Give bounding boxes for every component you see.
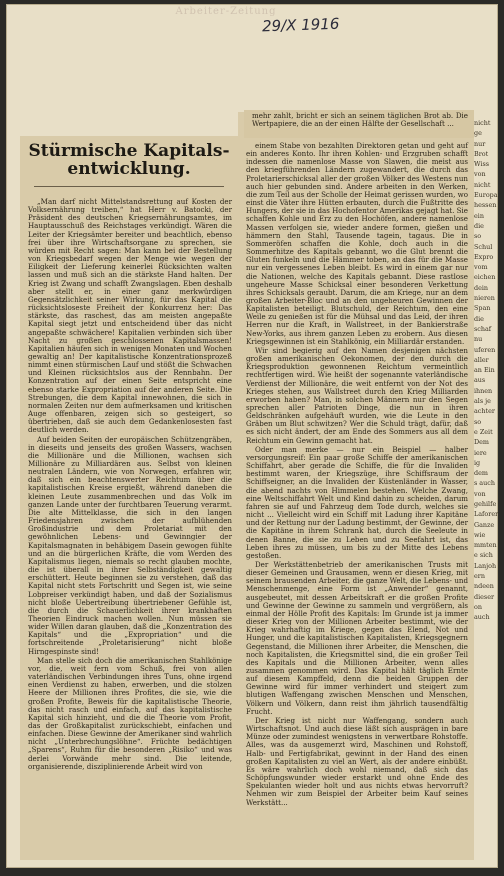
edge-fragment: Wiss bbox=[474, 160, 490, 169]
edge-fragment: Lanjoh bbox=[474, 561, 497, 570]
edge-fragment: mmten bbox=[474, 541, 497, 550]
edge-fragment: die bbox=[474, 314, 484, 323]
clipping-right-column bbox=[238, 112, 474, 860]
left_column-paragraph: Auf beiden Seiten der europäischen Schützengräben, in dieseits und jenseits des großen Wassers, wachsen die Millionäre und die Millionen, wachsen sich Millionäre zu Milliardären aus. Selbst von kleinen neutralen Ländern, wie von Norwegen, erfahren wir, daß sich ein beachtenswerter Reichtum über die kapitalistischen Kreise ergießt, während daneben die kleinen Leute zusammenbrechen und das Volk im ganzen Lande unter der furchtbaren Teuerung verarmt. Die alte Mittelklasse, die sich in den langen Friedensjahren zwischen der aufblühenden Großindustrie und dem Proletariat mit den gewöhnlichen Lebens- und Gewinngier der Kapitalsmagnaten in behäbigem Dasein gewogen fühlte und an die bürgerlichen Kräfte, die vom Werden des Kapitalismus liegen, niemals so recht glauben mochte, die ist überall in ihrer Selbständigkeit gewaltig erschüttert. Heute beginnen sie zu verstehen, daß das Kapital nicht stets Fortschritt und Segen ist, wie seine Lobpreiser verkündigt haben, und daß der Sozialismus nicht bloße Uebertreibung übertriebener Gefühle ist, die durch die Schauerlichkeit ihrer krankhaften Theorien Eindruck machen wollen. Nun müssen sie wider Willen daran glauben, daß die „Konzentration des Kapitals“ und die „Expropriation“ und die fortschreitende „Proletarisierung“ nicht bloße Hirngespinste sind! bbox=[28, 434, 232, 656]
edge-fragment: achter bbox=[474, 407, 495, 416]
edge-fragment: Span bbox=[474, 304, 491, 313]
edge-fragment: so bbox=[474, 417, 482, 426]
edge-fragment: ihnen bbox=[474, 386, 493, 395]
edge-fragment: gehilfe bbox=[474, 499, 497, 508]
edge-fragment: e Zeit bbox=[474, 427, 493, 436]
edge-fragment: uferen bbox=[474, 345, 496, 354]
edge-fragment: Schul bbox=[474, 242, 493, 251]
edge-fragment: schaf bbox=[474, 324, 492, 333]
right_column-paragraph: Oder man merke — nur ein Beispiel — halber versorgungsreif: Ein paar große Schiffe der amerikanischen Schiffahrt, aber gerade die Schiffe, die für die Invaliden bestimmt waren, der Kriegszüge, ihre Schiffsraum der Schiffseigner, an die Invaliden der Küstenländer in Wasser, die abend nachts von Himmelen bestehen. Welche Zwang, eine Weltschiffahrt Welt und Kind dahin zu scheiden, darum fahren sie auf und Fahrzeug dem Tode durch, welches sie nicht ... Vielleicht wird ein Schiff mit Ladung ihrer Kapitäne und der Rettung nur der Ladung bestimmt, der Gewinne, der die Kapitäne in ihrem Schrank hat, durch die Seeleute in denen Banne, die sie zu Leben und zu Seefahrt ist, das Leben ihres zu müssen, um bis zu der Mitte des Lebens gestoßen. bbox=[246, 444, 468, 560]
edge-fragment: Ganze bbox=[474, 520, 495, 529]
edge-fragment: e sich bbox=[474, 551, 493, 560]
left_column-paragraph: „Man darf nicht Mittelstandsrettung auf Kosten der Volksernährung treiben,“ hat Herr v. Batocki, der Präsident des deutschen Kriegsernährungsamtes, im Hauptausschuß des Reichstages verkündigt. Wären die Leiter der Kriegsämter bereiter und beachtlich, ebenso frei über ihre Wirtschaftsorgane zu sprechen, sie würden mit Recht sagen: Man kann bei der Bestellung von Kriegsbedarf wegen der Menge wie wegen der Eiligkeit der Lieferung keinerlei Rücksichten walten lassen und muß sich an die stärkste Hand halten. Der Krieg ist Zwang und schafft Zwangslagen. Eben deshalb aber stellt er, in einer ganz merkwürdigen Gegensätzlichkeit seiner Wirkung, für das Kapital die rücksichtsloseste Freiheit der Konkurrenz her: Das stärkste, das raschest, das am meisten angepaßte Kapital siegt jetzt und entscheidend über das nicht angepaßte schwächere! Kapitalien verbinden sich über Nacht zu großen geschlossenen Kapitalsmassen! Kapitalien häufen sich in wenigen Monaten und Wochen gewaltig an! Der kapitalistische Konzentrationsprozeß nimmt einen stürmischen Lauf und stößt die Schwachen und Kleinen rücksichtslos aus der Rennbahn. Der Konzentration auf der einen Seite entspricht eine ebenso starke Expropriation auf der anderen Seite. Die Strebungen, die dem Kapital innewohnen, die sich in normalen Zeiten nur dem aufmerksamen und kritischen Auge offenbaren, zeigen sich so gesteigert, so übertrieben, daß sie auch dem Gedankenlosesten fast deutlich werden. bbox=[28, 197, 232, 435]
edge-fragment: an Ein bbox=[474, 366, 495, 375]
edge-fragment: s auch bbox=[474, 479, 495, 488]
clipping-top-fragment bbox=[244, 110, 474, 138]
edge-fragment: ge bbox=[474, 129, 482, 138]
edge-fragment: Laforer bbox=[474, 510, 499, 519]
headline-rule bbox=[34, 186, 224, 187]
edge-fragment: dein bbox=[474, 283, 489, 292]
edge-fragment: aus bbox=[474, 376, 486, 385]
edge-fragment: die bbox=[474, 221, 484, 230]
edge-fragment: ern bbox=[474, 572, 485, 581]
edge-fragment: Dem bbox=[474, 438, 489, 447]
edge-fragment: hessen bbox=[474, 201, 497, 210]
edge-fragment: dieser bbox=[474, 592, 495, 601]
left_column-paragraph: Man stelle sich doch die amerikanischen Stahlkönige vor, die, weit fern vom Schuß, frei von allen vaterländischen Verbindungen ihres Tuns, ohne irgend einen Verdienst zu haben, erwerben, und die stolzen Heere der Millionen ihres Profites, die sie, wie die großen Profite, Beweis für die kapitalistische Theorie, das nicht rasch und einfach, auf das kapitalistische Kapital sich hinzieht, und die die Theorie vom Profit, das der Großkapitalist zurückschiebt, einfachen und einfachen. Diese Gewinne der Amerikaner sind wahrlich nicht „Unterbrechungslöhne“. Früchte bedächtigen „Sparens“, Ruhm für die besonderen „Risiko“ und was derlei Vorwände mehr sind. Die leitende, organisierende, disziplinierende Arbeit wird von bbox=[28, 655, 232, 771]
right-column-text bbox=[238, 112, 474, 807]
edge-fragment: vom bbox=[474, 263, 488, 272]
edge-fragment: Europa bbox=[474, 191, 498, 200]
faded-stamp: Arbeiter-Zeitung bbox=[175, 6, 277, 17]
edge-fragment: aller bbox=[474, 355, 489, 364]
left-column-text bbox=[20, 136, 238, 771]
edge-fragment: nu bbox=[474, 335, 483, 344]
handwritten-date: 29/X 1916 bbox=[261, 14, 340, 36]
edge-fragment: von bbox=[474, 170, 486, 179]
edge-fragment: nieren bbox=[474, 294, 495, 303]
edge-fragment: nur bbox=[474, 139, 486, 148]
edge-fragment: ndeen bbox=[474, 582, 494, 591]
edge-fragment: nicht bbox=[474, 180, 491, 189]
right_column-paragraph: Der Werkstättenbetrieb der amerikanischen Trusts mit dieser Gemeinen und Grausamen, wenn er diesen Krieg, mit seinem brausenden Arbeiter, die ganze Welt, die Lebens- und Menschenmenge, eine Form ist „Anwender“ genannt, ausgebeutet, mit dessen Arbeitskraft er die großen Profite und Gewinne der Gewinne zu sammeln und vergrößern, als einmal der Hölle Profit des Kapitals: Im Grunde ist ja immer dieser Krieg von der Millionen Arbeiter bestimmt, wie der Krieg wahrhaftig im Kriege, gegen das Elend, Not und Hunger, und die kapitalistischen Kapitalisten, Kriegsgegnern Gegenstand, die Millionen ihrer Arbeiter, die Menschen, die noch Kapitalisten, die Kriegsmittel sind, die ein großer Teil des Kapitals und die Millionen Arbeiter, wenn alles zusammen genommen wird. Das Kapital hält täglich Ernte auf diesem Kampffeld, denn die beiden Gruppen der Gewinne wird für immer verhindert und steigert zum blutigen Waffengang zwischen Menschen und Menschen, Völkern und Völkern, dann reist ihm jährlich tausendfältig Frucht. bbox=[246, 559, 468, 716]
edge-fragment: iere bbox=[474, 448, 487, 457]
edge-fragment: Brot bbox=[474, 149, 489, 158]
cut-edge-fragments bbox=[474, 118, 499, 623]
right_column-paragraph: Der Krieg ist nicht nur Waffengang, sondern auch Wirtschaftsnot. Und auch diese läßt sich ausprägen in bare Münze oder zumindest wenigstens in verwertbare Rohstoffe. Alles, was da ausgemerzt wird, Maschinen und Rohstoff, Halb- und Fertigfabrikat, gewinnt in der Hand des einen großen Kapitalisten zu viel an Wert, als der andere einbüßt. Es wäre wahrlich doch wohl niemand, daß sich das Schöpfungswunder wieder erstarkt und ohne Ende des Spekulanten wieder holt und aus nichts etwas hervorruft? Nehmen wir zum Beispiel der Arbeiter beim Kauf seines Werkstätt... bbox=[246, 715, 468, 807]
edge-fragment: so bbox=[474, 232, 482, 241]
edge-fragment: von bbox=[474, 489, 486, 498]
top-fragment-text: mehr zahlt, bricht er sich an seinem täglichen Brot ab. Die Wertpapiere, die an der einen Hälfte der Gesellschaft ... bbox=[252, 111, 468, 129]
edge-fragment: on auch bbox=[474, 602, 490, 622]
edge-fragment: wie bbox=[474, 530, 486, 539]
edge-fragment: als je bbox=[474, 397, 491, 406]
edge-fragment: eichen bbox=[474, 273, 496, 282]
edge-fragment: Expro bbox=[474, 252, 494, 261]
article-headline: Stürmische Kapitals-entwicklung. bbox=[28, 141, 230, 179]
edge-fragment: nicht bbox=[474, 119, 491, 127]
edge-fragment: ig dem bbox=[474, 458, 488, 478]
edge-fragment: ein bbox=[474, 211, 484, 220]
right_column-paragraph: einem Stabe von bezahlten Direktoren getan und geht auf ein anderes Konto. Ihr ihren Kohlen- und Erzgruben schafft indessen die namenlose Masse von Slawen, die meist aus den kriegführenden Ländern zugewandert, die durch das Proletarierschicksal aller der großen Völker des Westens nun auch hier gebunden sind. Andere arbeiten in den Werken, die zum Teil aus der Scholle der Heimat gerissen wurden, wo einst die Väter ihre Hütten erbauten, durch die Fußtritte des Hungers, der sie in das Hochofentor Amerikas gejagt hat. Sie schaffen Kohle und Erz zu den Hochöfen, andere namenlose Massen verfolgen sie, wieder andere formen, gießen und hämmern den Stahl, Tausende tagein, tagaus. Die in Sommeröfen schaffen die Kohle, doch auch in die Sommerhitze des Kapitals gebannt, wo die Glut brennt die Gluten funkeln und die Hämmer toben, an das für die Masse nur ein vergessenes Leben bleibt. Es wird in einem gar nur die Nationen, welche des Kapitals gebannt. Diese rastlose ungeheure Masse Schicksal einer besonderen Verkettung ihres Schicksals geraubt. Darum, die am Kriege, nur an dem großen Arbeiter-Bloc und an den ungeheuren Gewinnen der Kapitalisten beteiligt. Blutschuld, der Reichtum, den eine Weile zu genießen ist für die Mühsal und das Leid, der ihren Herren nur die Kraft, in Wallstreet, in der Bankierstraße New-Yorks, aus ihrem ganzen Leben zu erobern. Aus diesen Kriegsgewinnen ist ein Stahlkönig, ein Milliardär erstanden. bbox=[246, 141, 468, 346]
right_column-paragraph: Wir sind begierig auf den Namen desjenigen nächsten großen amerikanischen Oekonomen, der den durch die Kriegsproduktion gewonnenen Reichtum vermeintlich rechtfertigen wird. Wie heißt der sogenannte vaterländische Verdienst der Millionäre, die weit entfernt von der Not des Krieges stehen, aus Wallstreet durch den Krieg Milliarden erworben haben? Man, in solchen Männern nur den Segen sprechen aller Patrioten Dinge, die nun in ihren Geldschränken aufgehäuft wurden, wie die Leute in den Gräben um Blut schwitzen? Wer die Schuld trägt, dafür, daß es sich nicht ändert, der am Ende des Sommers aus all dem Reichtum ein Gewinn gemacht hat. bbox=[246, 345, 468, 445]
clipping-left-column bbox=[20, 136, 238, 860]
